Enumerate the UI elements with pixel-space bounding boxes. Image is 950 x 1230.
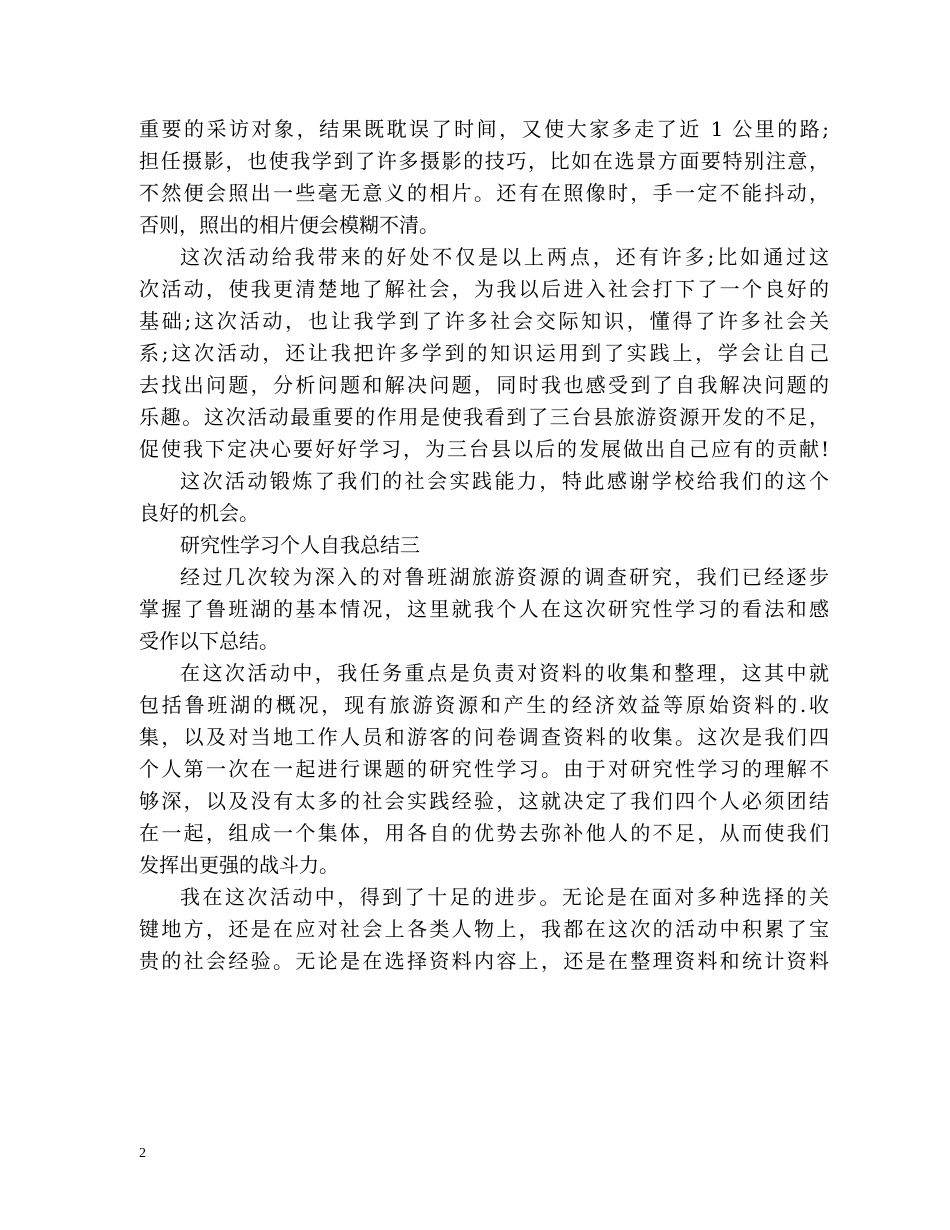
text-line: 键地方，还是在应对社会上各类人物上，我都在这次的活动中积累了宝 [139, 917, 829, 941]
text-line: 这次活动给我带来的好处不仅是以上两点，还有许多;比如通过这 [180, 245, 829, 269]
text-line: 在这次活动中，我任务重点是负责对资料的收集和整理，这其中就 [180, 661, 829, 685]
text-line: 去找出问题，分析问题和解决问题，同时我也感受到了自我解决问题的 [139, 373, 829, 397]
text-line: 乐趣。这次活动最重要的作用是使我看到了三台县旅游资源开发的不足， [139, 405, 829, 429]
text-line: 贵的社会经验。无论是在选择资料内容上，还是在整理资料和统计资料 [139, 949, 829, 973]
text-line: 重要的采访对象，结果既耽误了时间，又使大家多走了近 1 公里的路; [139, 117, 829, 141]
text-line: 受作以下总结。 [139, 629, 279, 653]
text-line: 发挥出更强的战斗力。 [139, 853, 339, 877]
section-heading: 研究性学习个人自我总结三 [180, 533, 420, 557]
text-line: 不然便会照出一些毫无意义的相片。还有在照像时，手一定不能抖动， [139, 181, 829, 205]
text-line: 在一起，组成一个集体，用各自的优势去弥补他人的不足，从而使我们 [139, 821, 829, 845]
text-line: 系;这次活动，还让我把许多学到的知识运用到了实践上，学会让自己 [139, 341, 829, 365]
text-line: 基础;这次活动，也让我学到了许多社会交际知识，懂得了许多社会关 [139, 309, 829, 333]
text-line: 次活动，使我更清楚地了解社会，为我以后进入社会打下了一个良好的 [139, 277, 829, 301]
text-line: 集，以及对当地工作人员和游客的问卷调查资料的收集。这次是我们四 [139, 725, 829, 749]
text-line: 够深，以及没有太多的社会实践经验，这就决定了我们四个人必须团结 [139, 789, 829, 813]
text-line: 我在这次活动中，得到了十足的进步。无论是在面对多种选择的关 [180, 885, 829, 909]
text-line: 个人第一次在一起进行课题的研究性学习。由于对研究性学习的理解不 [139, 757, 829, 781]
text-line: 包括鲁班湖的概况，现有旅游资源和产生的经济效益等原始资料的.收 [139, 693, 829, 717]
text-line: 担任摄影，也使我学到了许多摄影的技巧，比如在选景方面要特别注意， [139, 149, 829, 173]
text-line: 这次活动锻炼了我们的社会实践能力，特此感谢学校给我们的这个 [180, 469, 829, 493]
text-line: 促使我下定决心要好好学习，为三台县以后的发展做出自己应有的贡献! [139, 437, 829, 461]
body-text [139, 113, 829, 977]
text-line: 掌握了鲁班湖的基本情况，这里就我个人在这次研究性学习的看法和感 [139, 597, 829, 621]
text-line: 经过几次较为深入的对鲁班湖旅游资源的调查研究，我们已经逐步 [180, 565, 829, 589]
text-line: 否则，照出的相片便会模糊不清。 [139, 213, 439, 237]
page-number: 2 [139, 1146, 146, 1161]
text-line: 良好的机会。 [139, 501, 259, 525]
